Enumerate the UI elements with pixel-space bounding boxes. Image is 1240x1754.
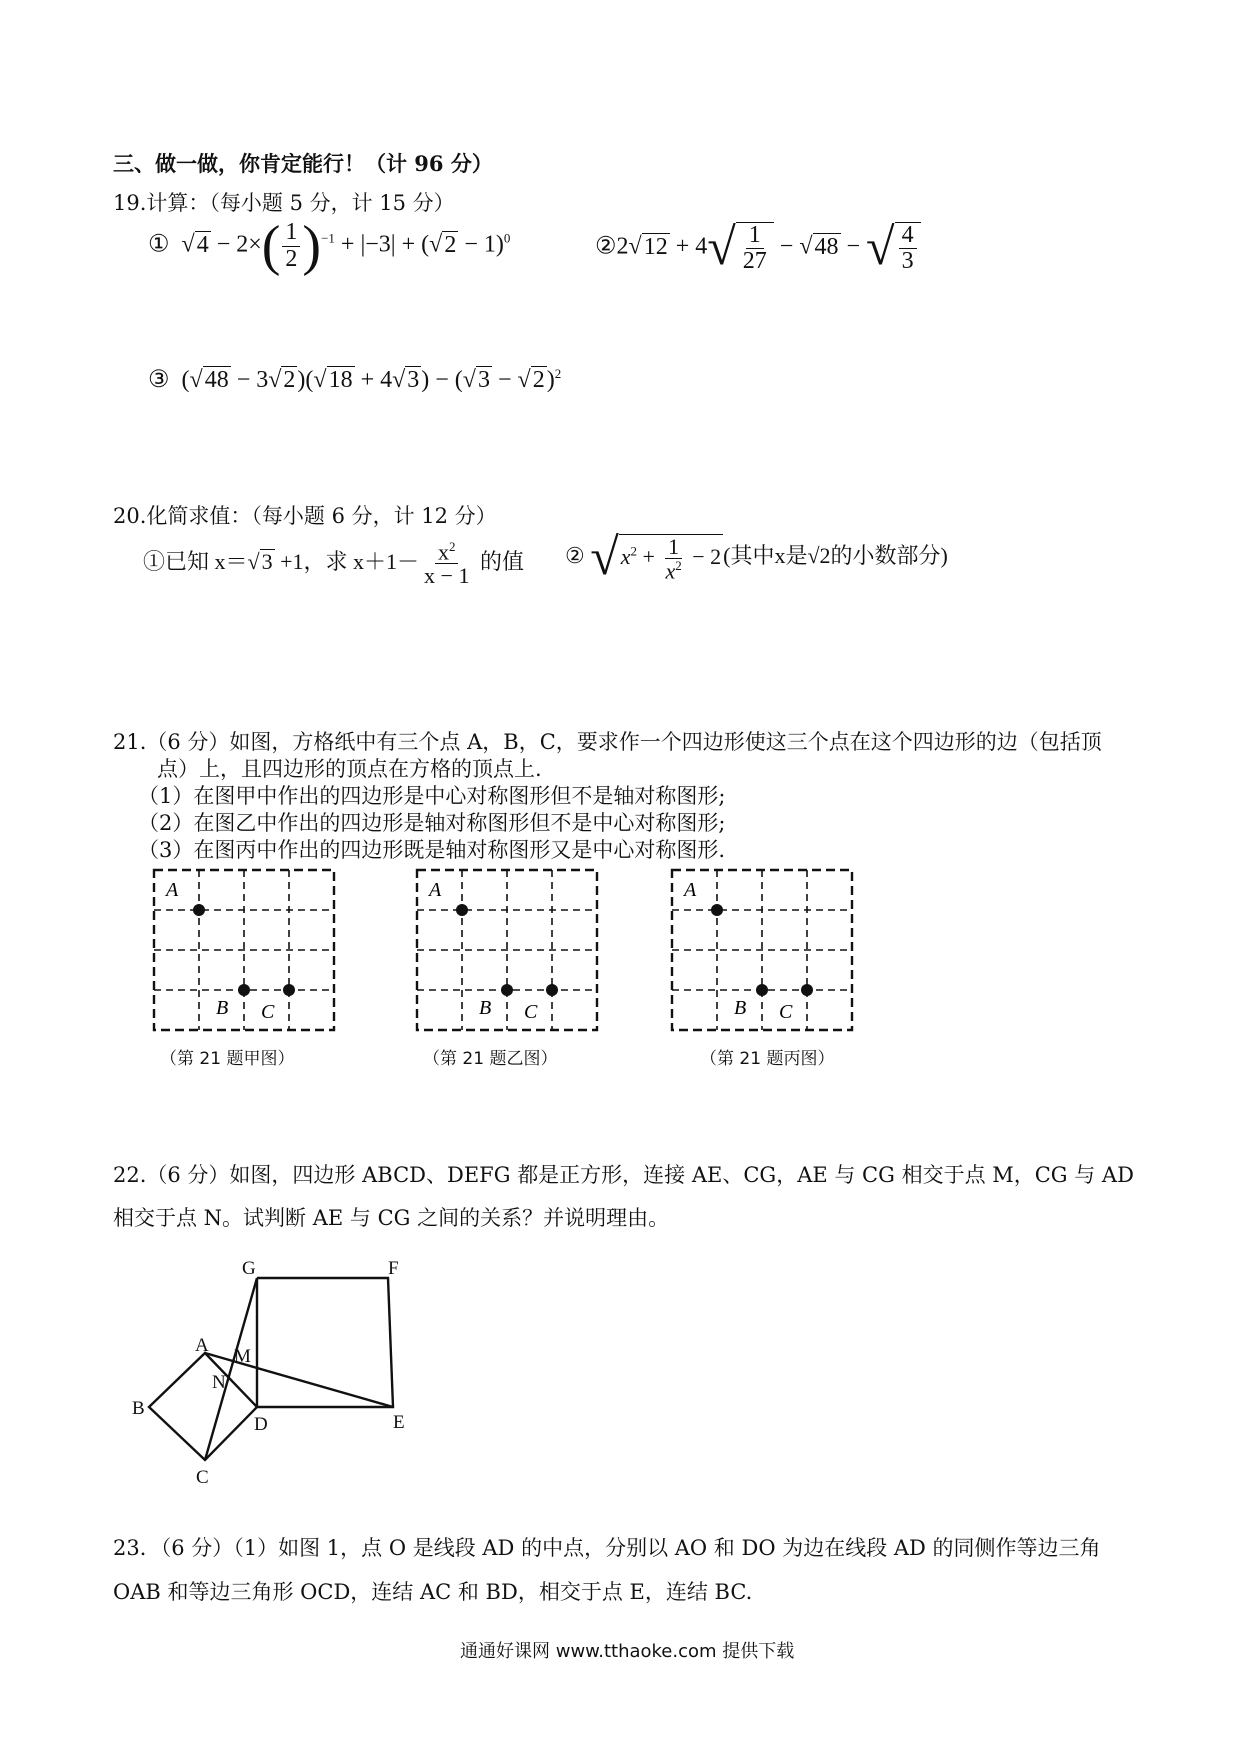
q20-title: 20.化简求值：（每小题 6 分，计 12 分）	[113, 504, 497, 528]
q19-title: 19.计算：（每小题 5 分，计 15 分）	[113, 191, 455, 215]
label-c: C	[196, 1467, 209, 1488]
q21-grid-b	[413, 866, 603, 1041]
point-c-label: C	[779, 1001, 793, 1023]
point-c-dot	[283, 984, 295, 996]
q20-part1: ①已知 x＝√3 +1，求 x＋1－ $\frac{x^2}{x - 1}$ 的值	[143, 539, 524, 589]
page-footer: 通通好课网 www.tthaoke.com 提供下载	[460, 1641, 795, 1662]
q21-sub3: （3）在图丙中作出的四边形既是轴对称图形又是中心对称图形.	[138, 838, 726, 862]
point-a-label: A	[684, 879, 697, 901]
q19-part1: ① √4 − 2×( $\frac{1}{2}$ )$^{-1} + |-3| + (√2 - 1)^0$	[148, 215, 511, 277]
label-f: F	[388, 1258, 399, 1279]
label-b: B	[132, 1398, 145, 1419]
q23-line2: OAB 和等边三角形 OCD，连结 AC 和 BD，相交于点 E，连结 BC.	[113, 1580, 753, 1604]
point-b-dot	[756, 984, 768, 996]
section-title: 三、做一做，你肯定能行！（计 96 分）	[113, 151, 493, 176]
label-e: E	[393, 1412, 405, 1433]
point-c-dot	[801, 984, 813, 996]
q20-part2: ② $√x^2$ + $\frac{1}{x^2}$ − 2(其中x是√2的小数部分)	[565, 529, 948, 586]
point-a-dot	[193, 904, 205, 916]
point-b-label: B	[479, 997, 492, 1019]
point-a-dot	[711, 904, 723, 916]
square-abcd	[149, 1353, 257, 1460]
q19-p3-mark: ③	[148, 367, 170, 393]
q21-caption-b: （第 21 题乙图）	[423, 1049, 558, 1069]
point-b-dot	[238, 984, 250, 996]
q19-part3: ③ $(√48 - 3√2)(√18 + 4√3) - (√3 - √2)^2$	[148, 366, 562, 393]
label-m: M	[234, 1346, 251, 1367]
point-a-label: A	[429, 879, 442, 901]
q22-line2: 相交于点 N。试判断 AE 与 CG 之间的关系？并说明理由。	[113, 1206, 670, 1230]
point-b-dot	[501, 984, 513, 996]
q20-p2-suffix: (其中x是√2的小数部分)	[723, 543, 948, 569]
q20-p1-mid: ，求 x＋1－	[303, 548, 420, 574]
q19-p1-mark: ①	[148, 231, 170, 258]
label-g: G	[242, 1258, 256, 1279]
q21-grid-a	[150, 866, 340, 1041]
q19-p2-mark: ②	[595, 233, 617, 260]
point-b-label: B	[216, 997, 229, 1019]
point-c-dot	[546, 984, 558, 996]
point-b-label: B	[734, 997, 747, 1019]
q19-part2: ②2√12 + 4√ $\frac{1}{27}$ − √48 − √ $\frac{4}{3}$	[595, 222, 921, 274]
point-c-label: C	[524, 1001, 538, 1023]
q21-grid-c	[668, 866, 858, 1041]
label-d: D	[254, 1414, 268, 1435]
q20-p1-prefix: ①已知 x＝	[143, 548, 248, 574]
label-a: A	[195, 1335, 209, 1356]
q21-sub2: （2）在图乙中作出的四边形是轴对称图形但不是中心对称图形;	[138, 811, 726, 835]
point-c-label: C	[261, 1001, 275, 1023]
q22-figure	[120, 1250, 440, 1490]
point-a-dot	[456, 904, 468, 916]
q20-p2-mark: ②	[565, 543, 585, 569]
q21-caption-a: （第 21 题甲图）	[160, 1049, 295, 1069]
q21-line2: 点）上，且四边形的顶点在方格的顶点上.	[157, 757, 542, 781]
q23-line1: 23．（6 分）（1）如图 1，点 O 是线段 AD 的中点，分别以 AO 和 DO 为边在线段 AD 的同侧作等边三角	[113, 1536, 1101, 1560]
q20-p1-suffix: 的值	[479, 548, 524, 574]
q21-line1: 21.（6 分）如图，方格纸中有三个点 A，B，C，要求作一个四边形使这三个点在这个四边形的边（包括顶	[113, 730, 1102, 754]
q22-line1: 22.（6 分）如图，四边形 ABCD、DEFG 都是正方形，连接 AE、CG，AE 与 CG 相交于点 M，CG 与 AD	[113, 1163, 1134, 1187]
q21-sub1: （1）在图甲中作出的四边形是中心对称图形但不是轴对称图形;	[138, 784, 726, 808]
label-n: N	[212, 1372, 226, 1393]
point-a-label: A	[166, 879, 179, 901]
q21-caption-c: （第 21 题丙图）	[700, 1049, 835, 1069]
